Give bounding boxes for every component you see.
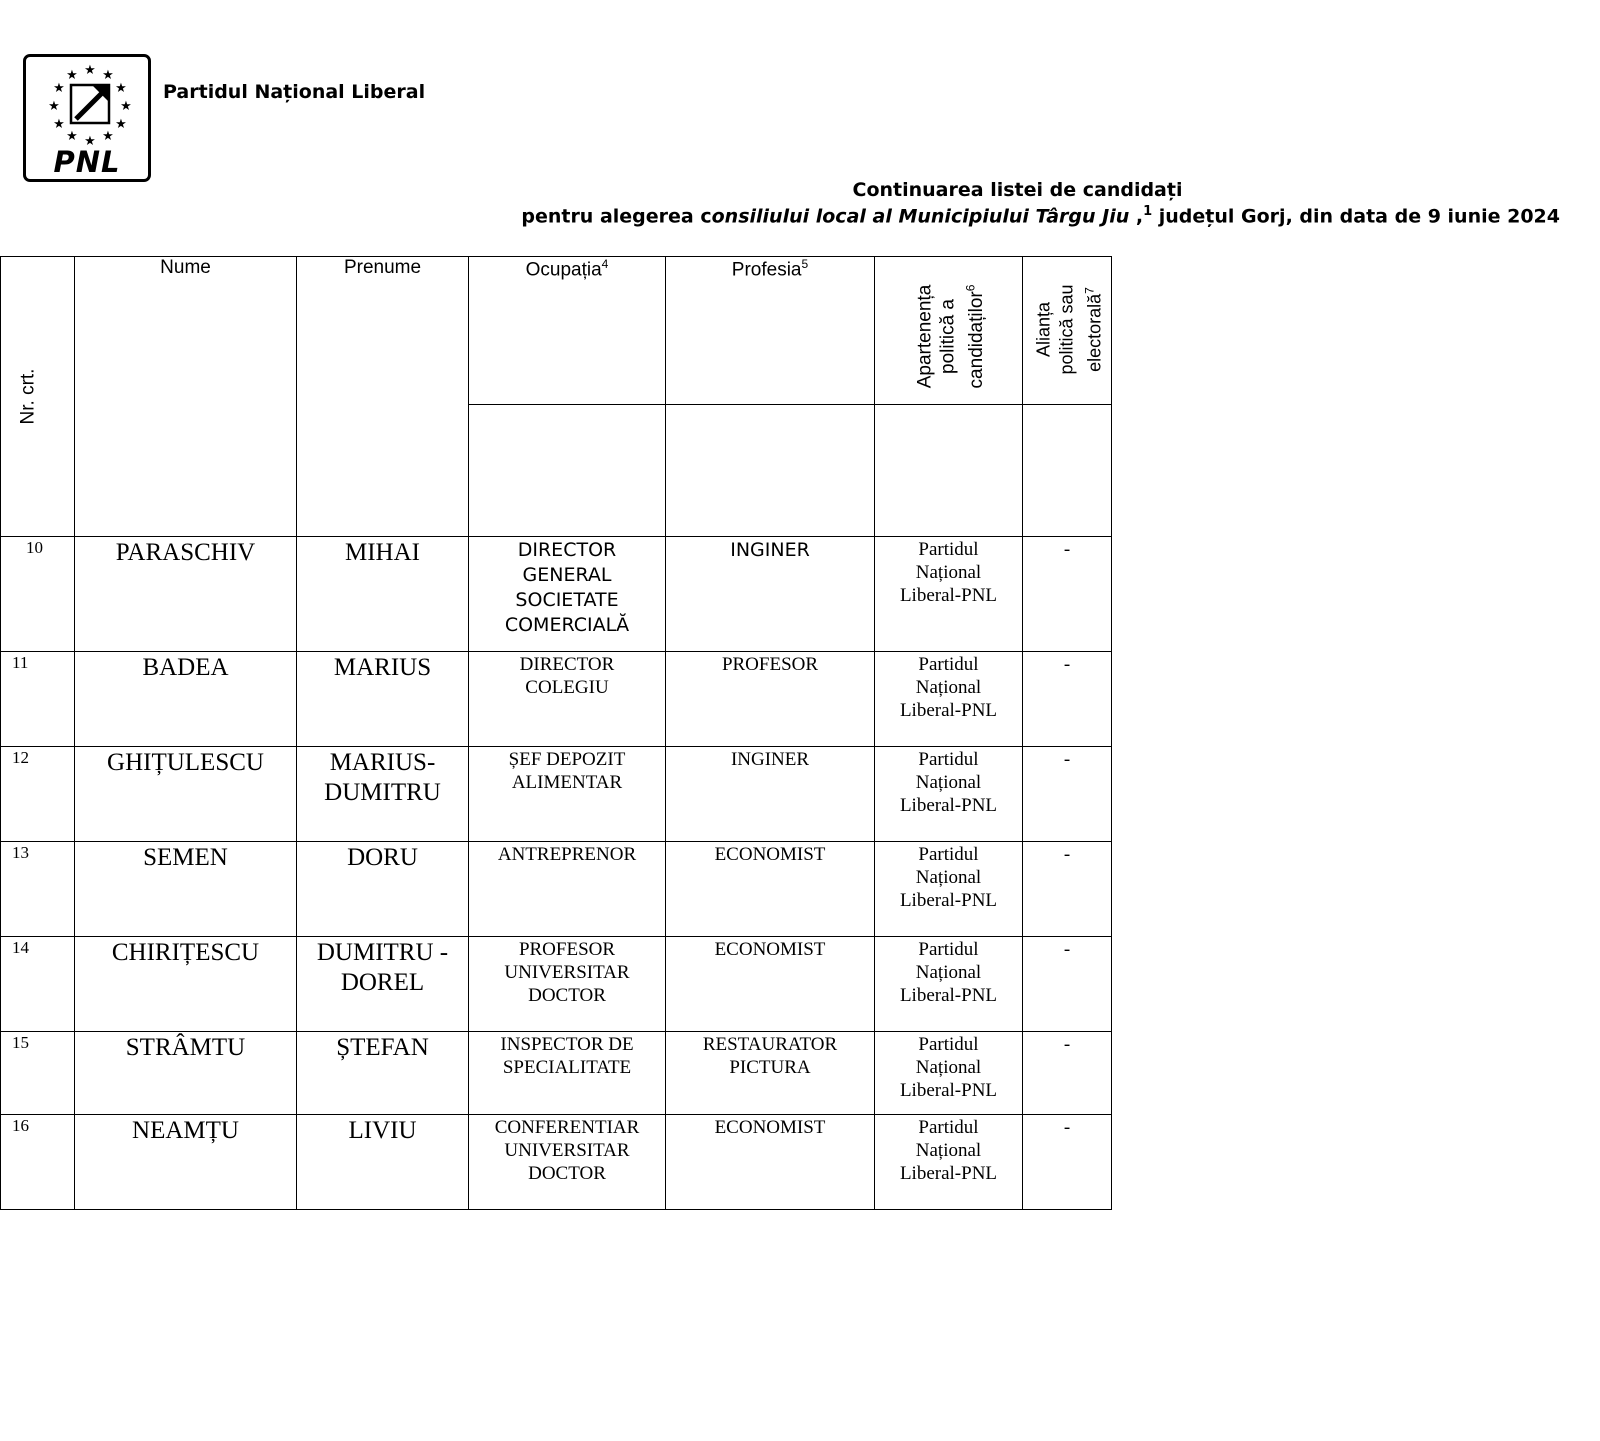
document-title: Continuarea listei de candidați: [852, 179, 1183, 201]
cell-apartenenta: Partidul Național Liberal-PNL: [899, 654, 998, 721]
cell-alianta: -: [1063, 844, 1071, 865]
svg-text:★: ★: [115, 117, 127, 132]
cell-prenume: ȘTEFAN: [336, 1034, 429, 1061]
header-ocupatia: Ocupația$^4$: [525, 257, 609, 281]
cell-nume: STRÂMTU: [125, 1034, 246, 1061]
cell-ocupatia: ANTREPRENOR: [497, 844, 637, 865]
cell-nume: GHIȚULESCU: [107, 749, 264, 776]
cell-prenume: LIVIU: [348, 1117, 417, 1144]
cell-alianta: -: [1063, 1117, 1071, 1138]
cell-ocupatia: ȘEF DEPOZIT ALIMENTAR: [508, 749, 626, 793]
cell-ocupatia: DIRECTOR GENERAL SOCIETATE COMERCIALĂ: [504, 539, 630, 636]
svg-text:★: ★: [102, 129, 114, 144]
cell-prenume: MIHAI: [345, 539, 420, 566]
cell-apartenenta: Partidul Național Liberal-PNL: [899, 844, 998, 911]
cell-apartenenta: Partidul Național Liberal-PNL: [899, 1034, 998, 1101]
party-name: Partidul Național Liberal: [163, 81, 426, 103]
cell-nr: 13: [12, 843, 29, 862]
cell-nr: 15: [12, 1033, 29, 1052]
cell-ocupatia: INSPECTOR DE SPECIALITATE: [500, 1034, 634, 1078]
cell-prenume: DUMITRU - DOREL: [316, 939, 449, 996]
svg-text:★: ★: [120, 99, 132, 114]
svg-text:★: ★: [66, 129, 78, 144]
stars-arrow-emblem-icon: [26, 57, 148, 147]
cell-alianta: -: [1063, 749, 1071, 770]
cell-apartenenta: Partidul Național Liberal-PNL: [899, 749, 998, 816]
header-nume: Nume: [160, 257, 211, 278]
svg-text:★: ★: [53, 81, 65, 96]
cell-nume: BADEA: [142, 654, 229, 681]
cell-nume: PARASCHIV: [115, 539, 256, 566]
header-alianta: Alianța politică sau electorală$^7$: [1033, 284, 1105, 375]
cell-prenume: MARIUS-DUMITRU: [324, 749, 441, 806]
cell-nume: CHIRIȚESCU: [111, 939, 260, 966]
cell-alianta: -: [1063, 654, 1071, 675]
svg-text:★: ★: [48, 99, 60, 114]
cell-nr: 16: [12, 1116, 29, 1135]
cell-profesia: INGINER: [730, 539, 810, 561]
cell-nume: SEMEN: [143, 844, 228, 871]
header-nr-crt: Nr. crt.: [17, 368, 39, 425]
header-apartenenta: Apartenența politică a candidaților$^6$: [914, 284, 987, 389]
cell-prenume: DORU: [347, 844, 418, 871]
header-profesia: Profesia$^5$: [731, 257, 809, 281]
svg-text:★: ★: [66, 68, 78, 83]
cell-apartenenta: Partidul Național Liberal-PNL: [899, 1117, 998, 1184]
svg-text:★: ★: [84, 134, 96, 147]
cell-ocupatia: PROFESOR UNIVERSITAR DOCTOR: [504, 939, 630, 1006]
cell-profesia: PROFESOR: [721, 654, 819, 675]
cell-prenume: MARIUS: [333, 654, 432, 681]
cell-alianta: -: [1063, 539, 1071, 560]
cell-alianta: -: [1063, 939, 1071, 960]
cell-ocupatia: DIRECTOR COLEGIU: [519, 654, 615, 698]
cell-nume: NEAMȚU: [132, 1117, 239, 1144]
logo-text: PNL: [53, 145, 121, 179]
document-subtitle: pentru alegerea consiliului local al Municipiului Târgu Jiu ,$^1$ județul Gorj, din data de 9 iunie 2024: [521, 204, 1560, 228]
svg-text:★: ★: [53, 117, 65, 132]
cell-alianta: -: [1063, 1034, 1071, 1055]
svg-text:★: ★: [115, 81, 127, 96]
cell-nr: 14: [12, 938, 29, 957]
header-prenume: Prenume: [343, 257, 422, 278]
cell-apartenenta: Partidul Național Liberal-PNL: [899, 939, 998, 1006]
svg-text:★: ★: [84, 63, 96, 78]
cell-profesia: ECONOMIST: [714, 1117, 826, 1138]
svg-text:★: ★: [102, 68, 114, 83]
cell-apartenenta: Partidul Național Liberal-PNL: [899, 539, 998, 606]
cell-nr: 10: [26, 538, 43, 557]
cell-nr: 12: [12, 748, 29, 767]
cell-profesia: RESTAURATOR PICTURA: [702, 1034, 838, 1078]
cell-profesia: ECONOMIST: [714, 844, 826, 865]
cell-profesia: INGINER: [730, 749, 810, 770]
candidates-table: [0, 256, 1112, 1206]
cell-profesia: ECONOMIST: [714, 939, 826, 960]
pnl-logo: [23, 54, 151, 182]
cell-ocupatia: CONFERENTIAR UNIVERSITAR DOCTOR: [494, 1117, 640, 1184]
cell-nr: 11: [12, 653, 29, 672]
